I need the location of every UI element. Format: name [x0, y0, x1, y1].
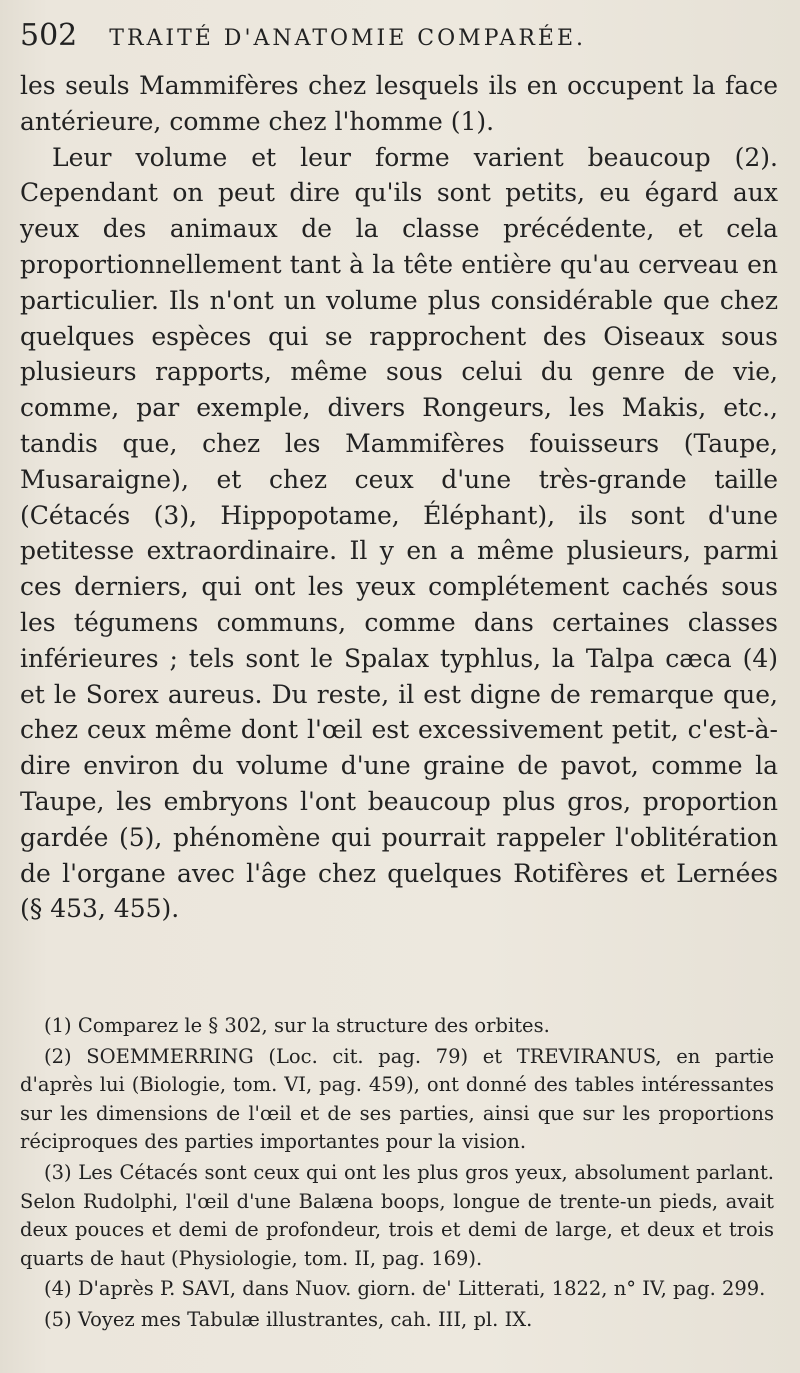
- footnote: (2) SOEMMERRING (Loc. cit. pag. 79) et TREVIRANUS, en partie d'après lui (Biologie, tom. VI, pag. 459), ont donné des tables intéressantes sur les dimensions de l'œil et de ses parties, ainsi que sur les proportions réciproques des parties importantes pour la vision.: [20, 1044, 774, 1154]
- page-number: 502: [20, 18, 78, 53]
- footnote: (3) Les Cétacés sont ceux qui ont les plus gros yeux, absolument parlant. Selon Rudolphi, l'œil d'une Balæna boops, longue de trente-un pieds, avait deux pouces et demi de profondeur, trois et demi de large, et deux et trois quarts de haut (Physiologie, tom. II, pag. 169).: [20, 1160, 774, 1270]
- paragraph-continuation: les seuls Mammifères chez lesquels ils en occupent la face antérieure, comme chez l'homme (1).: [20, 71, 778, 136]
- footnote: (1) Comparez le § 302, sur la structure des orbites.: [44, 1014, 550, 1037]
- page-header: [20, 18, 778, 64]
- main-text: [20, 68, 778, 927]
- footnotes: [20, 1012, 774, 1335]
- footnote: (4) D'après P. SAVI, dans Nuov. giorn. de' Litterati, 1822, n° IV, pag. 299.: [44, 1277, 766, 1301]
- paragraph: Leur volume et leur forme varient beaucoup (2). Cependant on peut dire qu'ils sont petits, eu égard aux yeux des animaux de la classe précédente, et cela proportionnellement tant à la tête entière qu'au cerveau en particulier. Ils n'ont un volume plus considérable que chez quelques espèces qui se rapprochent des Oiseaux sous plusieurs rapports, même sous celui du genre de vie, comme, par exemple, divers Rongeurs, les Makis, etc., tandis que, chez les Mammifères fouisseurs (Taupe, Musaraigne), et chez ceux d'une très-grande taille (Cétacés (3), Hippopotame, Éléphant), ils sont d'une petitesse extraordinaire. Il y en a même plusieurs, parmi ces derniers, qui ont les yeux complétement cachés sous les tégumens communs, comme dans certaines classes inférieures ; tels sont le Spalax typhlus, la Talpa cæca (4) et le Sorex aureus. Du reste, il est digne de remarque que, chez ceux même dont l'œil est excessivement petit, c'est-à-dire environ du volume d'une graine de pavot, comme la Taupe, les embryons l'ont beaucoup plus gros, proportion gardée (5), phénomène qui pourrait rappeler l'oblitération de l'organe avec l'âge chez quelques Rotifères et Lernées (§ 453, 455).: [20, 142, 778, 924]
- footnote: (5) Voyez mes Tabulæ illustrantes, cah. III, pl. IX.: [44, 1307, 533, 1331]
- running-title: TRAITÉ D'ANATOMIE COMPARÉE.: [109, 26, 587, 51]
